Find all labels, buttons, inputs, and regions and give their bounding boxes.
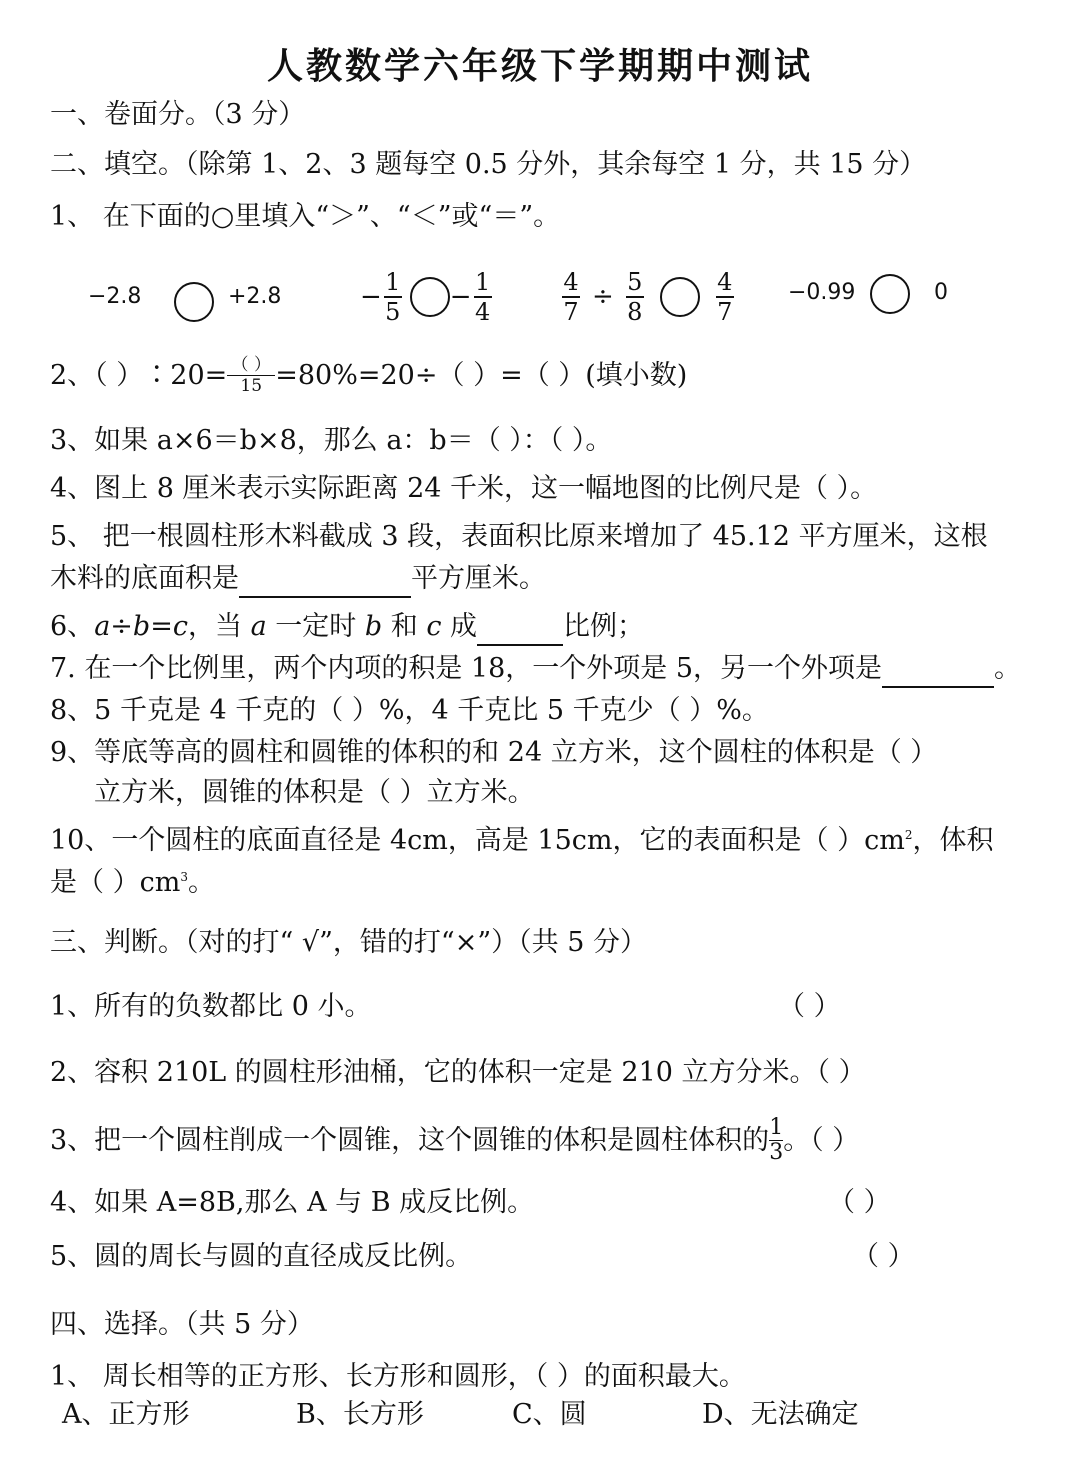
value: −0.99 (788, 280, 856, 305)
question-1: 1、 在下面的○里填入“＞”、“＜”或“＝”。 (50, 201, 561, 232)
judge-item-4: 4、如果 A=8B,那么 A 与 B 成反比例。 (50, 1187, 535, 1218)
answer-paren[interactable]: （ ） (778, 991, 841, 1022)
minus-sign: − (449, 282, 472, 312)
answer-paren[interactable]: （ ） (816, 1057, 866, 1088)
question-9-line1: 9、等底等高的圆柱和圆锥的体积的和 24 立方米，这个圆柱的体积是（ ） (50, 737, 938, 768)
option-b[interactable]: B、长方形 (296, 1399, 424, 1430)
section-1-heading: 一、卷面分。（3 分） (50, 99, 306, 130)
question-5-line2: 木料的底面积是 平方厘米。 (50, 562, 546, 598)
fraction: 1 3 (769, 1115, 784, 1165)
judge-item-3: 3、把一个圆柱削成一个圆锥，这个圆锥的体积是圆柱体积的 1 3 。（ ） (50, 1115, 860, 1165)
question-10-line2: 是（ ）$cm^3$。 (50, 867, 215, 898)
fraction: $\frac{1}{5}$ (385, 268, 401, 326)
minus-sign: − (360, 282, 382, 312)
answer-paren[interactable]: 。（ ） (783, 1124, 860, 1156)
value: −2.8 (88, 284, 142, 309)
judge-item-2: 2、容积 210L 的圆柱形油桶，它的体积一定是 210 立方分米。（ ） (50, 1057, 866, 1088)
section-3-heading: 三、判断。（对的打“ √”，错的打“×”）（共 5 分） (50, 927, 647, 958)
comparison-circle[interactable] (410, 277, 450, 317)
divide-sign: ÷ (592, 282, 614, 312)
judge-item-1: 1、所有的负数都比 0 小。 (50, 991, 372, 1022)
section-2-heading: 二、填空。（除第 1、2、3 题每空 0.5 分外，其余每空 1 分，共 15 分） (50, 149, 927, 180)
comparison-circle[interactable] (870, 274, 910, 314)
question-5-line1: 5、 把一根圆柱形木料截成 3 段，表面积比原来增加了 45.12 平方厘米，这根 (50, 521, 988, 552)
question-6: 6、a÷b=c，当 a 一定时 b 和 c 成 比例； (50, 610, 644, 646)
answer-blank[interactable] (882, 652, 994, 688)
question-3: 3、如果 a×6＝b×8，那么 a：b＝（ ）：（ ）。 (50, 425, 613, 456)
section-4-heading: 四、选择。（共 5 分） (50, 1309, 314, 1340)
option-a[interactable]: A、正方形 (62, 1399, 190, 1430)
comparison-circle[interactable] (660, 277, 700, 317)
question-10-line1: 10、一个圆柱的底面直径是 4cm，高是 15cm，它的表面积是（ ）$cm^2$，体积 (50, 825, 994, 856)
answer-paren[interactable]: （ ） (828, 1187, 891, 1218)
option-c[interactable]: C、圆 (512, 1399, 587, 1430)
fraction: $\frac{1}{4}$ (474, 268, 491, 326)
value: 0 (934, 280, 948, 305)
question-2: 2、（ ）∶20= （ ） 15 =80%=20÷（ ）=（ ）(填小数) (50, 355, 688, 396)
answer-paren[interactable]: （ ） (852, 1241, 915, 1272)
page-title: 人教数学六年级下学期期中测试 (266, 45, 813, 87)
question-9-line2: 立方米，圆锥的体积是（ ）立方米。 (94, 777, 535, 808)
value: +2.8 (228, 284, 282, 309)
fraction: （ ） 15 (227, 355, 275, 396)
fraction: $\frac{5}{8}$ (627, 268, 643, 326)
comparison-circle[interactable] (174, 282, 214, 322)
question-7: 7. 在一个比例里，两个内项的积是 18，一个外项是 5，另一个外项是 。 (50, 652, 1021, 688)
question-8: 8、5 千克是 4 千克的（ ）%，4 千克比 5 千克少（ ）%。 (50, 695, 769, 726)
comparison-row (88, 262, 988, 342)
choice-question-1: 1、 周长相等的正方形、长方形和圆形，（ ）的面积最大。 (50, 1361, 746, 1392)
option-d[interactable]: D、无法确定 (702, 1399, 859, 1430)
fraction: $\frac{4}{7}$ (717, 268, 733, 326)
question-4: 4、图上 8 厘米表示实际距离 24 千米，这一幅地图的比例尺是（ ）。 (50, 473, 878, 504)
fraction: $\frac{4}{7}$ (563, 268, 579, 326)
judge-item-5: 5、圆的周长与圆的直径成反比例。 (50, 1241, 473, 1272)
answer-blank[interactable] (239, 562, 411, 598)
answer-blank[interactable] (477, 610, 563, 646)
